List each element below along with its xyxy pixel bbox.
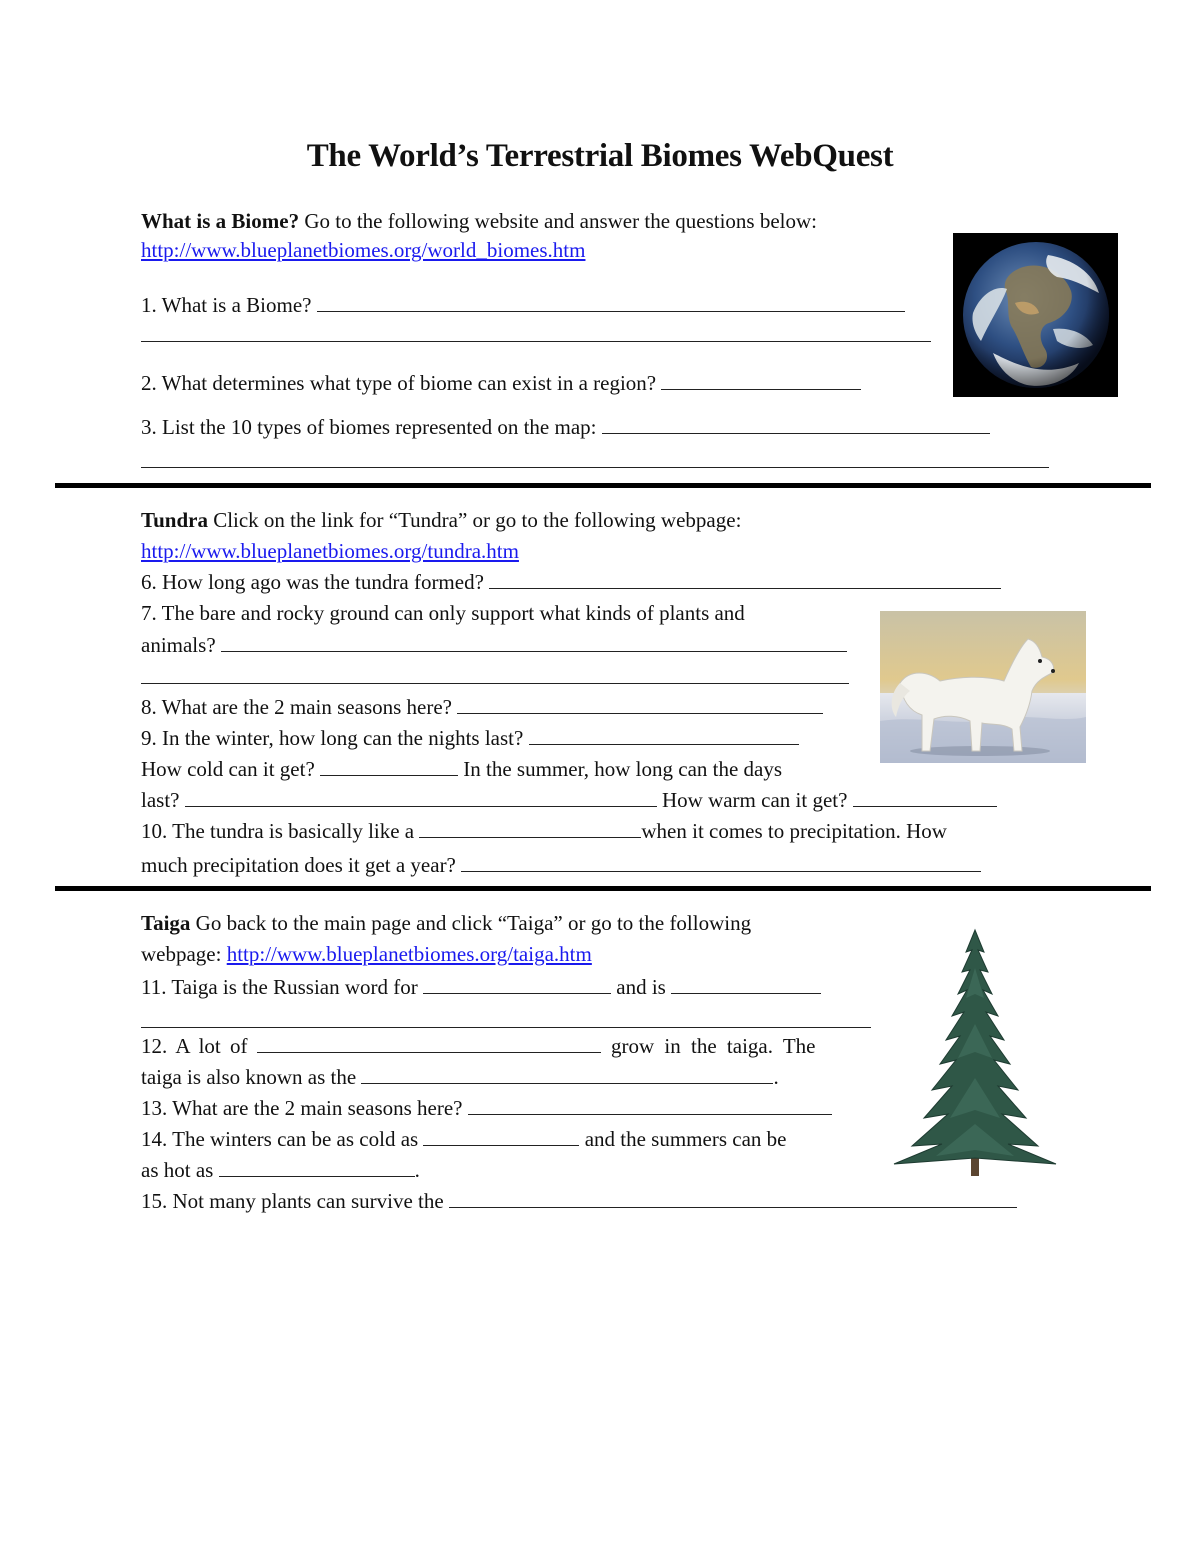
taiga-link-line	[141, 941, 592, 967]
question-6	[141, 569, 1001, 595]
answer-blank-14a[interactable]	[423, 1126, 579, 1146]
spruce-tree-icon	[888, 928, 1062, 1178]
earth-globe-icon	[953, 233, 1118, 397]
biome-intro-line	[141, 208, 817, 234]
question-14a-text: 14. The winters can be as cold as	[141, 1127, 424, 1151]
question-9a-text: 9. In the winter, how long can the nights last?	[141, 726, 529, 750]
taiga-intro-b: webpage:	[141, 942, 227, 966]
question-12a-text: 12. A lot of	[141, 1034, 257, 1058]
question-10a	[141, 818, 947, 844]
answer-blank-12a[interactable]	[257, 1033, 601, 1053]
tundra-intro-line	[141, 507, 741, 533]
question-12a	[141, 1033, 816, 1059]
question-14b	[141, 1157, 420, 1183]
answer-rule-11c[interactable]	[141, 1027, 871, 1028]
taiga-heading: Taiga	[141, 911, 191, 935]
answer-blank-10a[interactable]	[419, 818, 641, 838]
question-14a	[141, 1126, 786, 1152]
question-9c-text: last?	[141, 788, 185, 812]
question-14b-text: as hot as	[141, 1158, 219, 1182]
answer-blank-13[interactable]	[468, 1095, 832, 1115]
answer-rule-7b[interactable]	[141, 683, 849, 684]
taiga-intro-line	[141, 910, 751, 936]
taiga-intro: Go back to the main page and click “Taiga” or go to the following	[190, 911, 752, 935]
answer-blank-11b[interactable]	[671, 974, 821, 994]
question-3	[141, 414, 990, 440]
section-divider-2	[55, 886, 1151, 891]
answer-blank-11a[interactable]	[423, 974, 611, 994]
answer-blank-7[interactable]	[221, 632, 847, 652]
question-1-text: 1. What is a Biome?	[141, 293, 317, 317]
tundra-intro: Click on the link for “Tundra” or go to the following webpage:	[207, 508, 742, 532]
question-1	[141, 292, 905, 318]
question-6-text: 6. How long ago was the tundra formed?	[141, 570, 490, 594]
answer-rule-1b[interactable]	[141, 341, 931, 342]
spruce-tree-image	[888, 928, 1062, 1178]
question-12b	[141, 1064, 779, 1090]
question-9b-text: How cold can it get?	[141, 757, 321, 781]
question-12b-text: taiga is also known as the	[141, 1065, 362, 1089]
question-9c	[141, 787, 997, 813]
question-10b-text: much precipitation does it get a year?	[141, 853, 462, 877]
answer-blank-6[interactable]	[489, 569, 1001, 589]
tundra-heading: Tundra	[141, 508, 208, 532]
biome-link-line	[141, 237, 585, 263]
page-title: The World’s Terrestrial Biomes WebQuest	[306, 138, 894, 174]
earth-image	[953, 233, 1118, 397]
question-7a	[141, 600, 745, 626]
tundra-link[interactable]: http://www.blueplanetbiomes.org/tundra.htm	[141, 539, 519, 563]
question-12b-period: .	[773, 1065, 779, 1089]
question-8	[141, 694, 823, 720]
answer-blank-9a[interactable]	[529, 725, 799, 745]
question-7a-text: 7. The bare and rocky ground can only support what kinds of plants and	[141, 601, 745, 625]
question-3-text: 3. List the 10 types of biomes represented on the map:	[141, 415, 602, 439]
question-9a	[141, 725, 799, 751]
answer-blank-1[interactable]	[317, 292, 905, 312]
question-2-text: 2. What determines what type of biome can exist in a region?	[141, 371, 662, 395]
question-11	[141, 974, 821, 1000]
question-10a-text: 10. The tundra is basically like a	[141, 819, 420, 843]
question-10a-text-2: when it comes to precipitation. How	[641, 819, 947, 843]
question-9c-text-2: How warm can it get?	[656, 788, 853, 812]
answer-blank-12b[interactable]	[361, 1064, 773, 1084]
biome-link[interactable]: http://www.blueplanetbiomes.org/world_biomes.htm	[141, 238, 586, 262]
question-7b-text: animals?	[141, 633, 221, 657]
question-12a-text-2: grow in the taiga. The	[600, 1034, 816, 1058]
question-9b-text-2: In the summer, how long can the days	[458, 757, 783, 781]
answer-blank-9b[interactable]	[320, 756, 458, 776]
answer-blank-2[interactable]	[661, 370, 861, 390]
question-13	[141, 1095, 832, 1121]
answer-blank-10b[interactable]	[461, 852, 981, 872]
question-11-text-2: and is	[611, 975, 672, 999]
question-15	[141, 1188, 1017, 1214]
arctic-fox-image	[880, 611, 1086, 763]
section-divider-1	[55, 483, 1151, 488]
tundra-link-line	[141, 538, 519, 564]
question-2	[141, 370, 861, 396]
answer-rule-3b[interactable]	[141, 467, 1049, 468]
answer-blank-15[interactable]	[449, 1188, 1017, 1208]
question-13-text: 13. What are the 2 main seasons here?	[141, 1096, 468, 1120]
question-14b-period: .	[414, 1158, 420, 1182]
question-15-text: 15. Not many plants can survive the	[141, 1189, 449, 1213]
question-11-text: 11. Taiga is the Russian word for	[141, 975, 423, 999]
question-8-text: 8. What are the 2 main seasons here?	[141, 695, 458, 719]
question-14a-text-2: and the summers can be	[579, 1127, 787, 1151]
taiga-link[interactable]: http://www.blueplanetbiomes.org/taiga.htm	[226, 942, 592, 966]
answer-blank-3[interactable]	[602, 414, 990, 434]
answer-blank-14b[interactable]	[219, 1157, 415, 1177]
biome-intro: Go to the following website and answer the questions below:	[299, 209, 817, 233]
question-10b	[141, 852, 981, 878]
answer-blank-8[interactable]	[457, 694, 823, 714]
arctic-fox-icon	[880, 611, 1086, 763]
biome-heading: What is a Biome?	[141, 209, 300, 233]
question-7b	[141, 632, 847, 658]
answer-blank-9c[interactable]	[185, 787, 657, 807]
question-9b	[141, 756, 782, 782]
answer-blank-9d[interactable]	[853, 787, 997, 807]
